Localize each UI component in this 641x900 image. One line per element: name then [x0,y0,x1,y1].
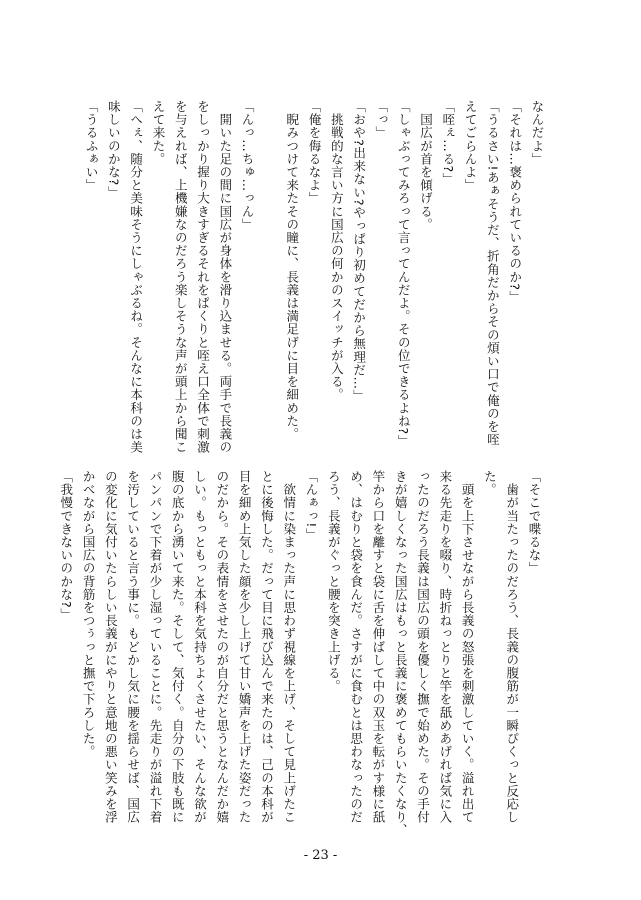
text-line: とに後悔した。だって目に飛び込んで来たのは、己の本科が [259,470,275,824]
text-line: を与えれば、上機嫌なのだろう楽しそうな声が頭上から聞こ [173,100,189,454]
text-line: 開いた足の間に国広が身体を滑り込ませる。両手で長義の [217,100,233,454]
text-line: 「咥ぇ…る?」 [440,100,456,186]
text-line: ったのだろう長義は国広の頭を優しく撫で始めた。その手付 [415,470,431,824]
page-number: - 23 - [303,848,338,863]
text-line: 「んっ…ちゅ…っん」 [240,100,256,231]
text-line: 欲情に染まった声に思わず視線を上げ、そして見上げたこ [281,470,297,824]
text-line: 「うるさい!あぁそうだ、折角だからその煩い口で俺のを咥 [485,100,501,447]
text-line: の変化に気付いたらしい長義がにやりと意地の悪い笑みを浮 [103,470,119,824]
text-line: えて来た。 [150,100,166,166]
text-line: のだから。その表情をさせたのが自分だと思うとなんだか嬉 [214,470,230,824]
text-line: 「俺を侮るなよ」 [307,100,323,205]
text-line: パンパンで下着が少し湿っていることに。先走りが溢れ下着 [147,470,163,824]
text-line: きが嬉しくなった国広はもっと長義に褒めてもらいたくなり、 [393,470,409,837]
text-line: なんだよ」 [530,100,545,166]
text-line [258,100,280,455]
text-line: 「それは…褒められているのか?」 [507,100,523,304]
text-line: 「そこで喋るな」 [527,470,542,575]
text-line: 「へぇ、随分と美味そうにしゃぶるね。そんなに本科のは美 [128,100,144,454]
text-line: 頭を上下させながら長義の怒張を刺激していく。溢れ出て [460,470,476,824]
text-line: 目を細め上気した顔を少し上げて甘い嬌声を上げた姿だった [237,470,253,824]
text-line: た。 [482,470,498,497]
text-line: をしっかり握り大きすぎるそれをぱくりと咥え口全体で刺激 [195,100,211,454]
text-line: を汚していると言う事に。もどかし気に腰を揺らせば、国広 [125,470,141,824]
text-line: 「しゃぶってみろって言ってんだよ。その位できるよね?」 [396,100,412,448]
upper-text-block [84,100,548,455]
text-line: 来る先走りを啜り、時折ねっとりと竿を舐めあげれば気に入 [437,470,453,824]
text-line: 睨みつけて来たその瞳に、長義は満足げに目を細めた。 [284,100,300,441]
text-line: かべながら国広の背筋をつぅっと撫で下ろした。 [81,470,97,759]
text-line: 「んぁっ!」 [304,470,320,542]
text-line: 挑戦的な言い方に国広の何かのスイッチが入る。 [329,100,345,402]
text-line: しい。もっともっと本科を気持ちよくさせたい、そんな欲が [192,470,208,824]
text-line: 「我慢できないのかな?」 [58,470,74,622]
text-line: えてごらんよ」 [463,100,479,192]
text-line: 「おや?出来ない?やっぱり初めてだから無理だ…」 [351,100,367,403]
text-line: 味しいのかな?」 [106,100,122,199]
text-line: め、はむりと袋を食んだ。さすがに食むとは思わなったのだ [348,470,364,824]
text-line: 「うるふぁい」 [84,100,100,192]
text-line: 「っ」 [373,100,389,140]
lower-text-block [58,470,545,837]
text-line: 歯が当たったのだろう、長義の腹筋が一瞬ぴくっと反応し [504,470,520,824]
text-line: 腹の底から湧いて来た。そして、気付く。自分の下肢も既に [170,470,186,824]
text-line: ろう、長義がぐっと腰を突き上げる。 [326,470,342,693]
text-line: 国広が首を傾げる。 [418,100,434,231]
text-line: 竿から口を離すと袋に舌を伸ばして中の双玉を転がす様に舐 [370,470,386,824]
